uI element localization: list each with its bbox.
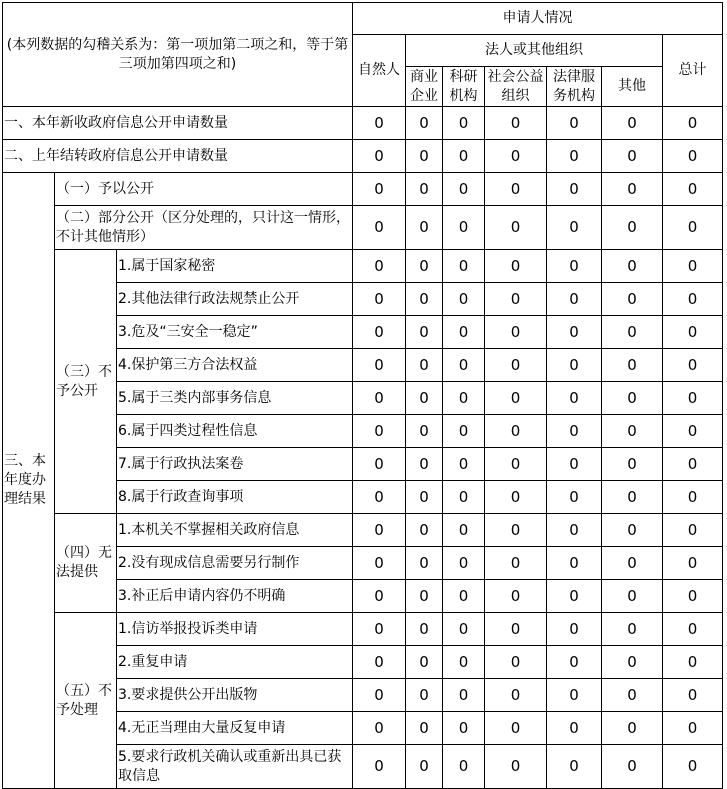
- value-cell: 0: [547, 140, 602, 173]
- value-cell: 0: [602, 206, 663, 250]
- value-cell: 0: [406, 206, 443, 250]
- row-label: 7.属于行政执法案卷: [117, 448, 353, 481]
- value-cell: 0: [443, 107, 485, 140]
- value-cell: 0: [602, 646, 663, 679]
- value-cell: 0: [547, 206, 602, 250]
- row-label: 1.本机关不掌握相关政府信息: [117, 514, 353, 547]
- value-cell: 0: [485, 547, 547, 580]
- value-cell: 0: [602, 173, 663, 206]
- value-cell: 0: [353, 481, 406, 514]
- value-cell: 0: [485, 712, 547, 745]
- row-label: 6.属于四类过程性信息: [117, 415, 353, 448]
- value-cell: 0: [485, 415, 547, 448]
- value-cell: 0: [547, 481, 602, 514]
- value-cell: 0: [547, 547, 602, 580]
- cannot-provide-group-label: （四）无法提供: [55, 514, 117, 613]
- value-cell: 0: [353, 580, 406, 613]
- value-cell: 0: [602, 613, 663, 646]
- value-cell: 0: [547, 712, 602, 745]
- value-cell: 0: [443, 250, 485, 283]
- value-cell: 0: [406, 547, 443, 580]
- value-cell: 0: [353, 415, 406, 448]
- header-legal-service: 法律服务机构: [547, 67, 602, 107]
- value-cell: 0: [353, 613, 406, 646]
- value-cell: 0: [406, 514, 443, 547]
- value-cell: 0: [406, 679, 443, 712]
- value-cell: 0: [406, 316, 443, 349]
- value-cell: 0: [353, 382, 406, 415]
- not-open-group-label: （三）不予公开: [55, 250, 117, 514]
- not-processed-group-label: （五）不予处理: [55, 613, 117, 789]
- value-cell: 0: [602, 283, 663, 316]
- value-cell: 0: [485, 580, 547, 613]
- value-cell: 0: [485, 646, 547, 679]
- value-cell: 0: [353, 107, 406, 140]
- value-cell: 0: [485, 173, 547, 206]
- value-cell: 0: [602, 481, 663, 514]
- row-open: [3, 173, 723, 206]
- value-cell: 0: [353, 514, 406, 547]
- value-cell: 0: [547, 382, 602, 415]
- statistics-table: [2, 2, 723, 789]
- header-other: 其他: [602, 67, 663, 107]
- value-cell: 0: [663, 580, 723, 613]
- value-cell: 0: [547, 250, 602, 283]
- row-label: （二）部分公开（区分处理的，只计这一情形，不计其他情形）: [55, 206, 353, 250]
- value-cell: 0: [663, 481, 723, 514]
- value-cell: 0: [406, 283, 443, 316]
- value-cell: 0: [547, 283, 602, 316]
- row-label: 3.危及“三安全一稳定”: [117, 316, 353, 349]
- row-label: 1.信访举报投诉类申请: [117, 613, 353, 646]
- value-cell: 0: [443, 448, 485, 481]
- value-cell: 0: [406, 349, 443, 382]
- value-cell: 0: [547, 448, 602, 481]
- value-cell: 0: [443, 679, 485, 712]
- value-cell: 0: [406, 250, 443, 283]
- value-cell: 0: [353, 349, 406, 382]
- value-cell: 0: [406, 415, 443, 448]
- row-not-processed-item: [3, 613, 723, 646]
- header-applicant: 申请人情况: [353, 3, 723, 35]
- row-label: 2.重复申请: [117, 646, 353, 679]
- value-cell: 0: [406, 173, 443, 206]
- header-research: 科研机构: [443, 67, 485, 107]
- value-cell: 0: [443, 173, 485, 206]
- value-cell: 0: [443, 613, 485, 646]
- value-cell: 0: [547, 349, 602, 382]
- value-cell: 0: [547, 646, 602, 679]
- value-cell: 0: [663, 646, 723, 679]
- row-label: （一）予以公开: [55, 173, 353, 206]
- value-cell: 0: [547, 580, 602, 613]
- value-cell: 0: [602, 107, 663, 140]
- value-cell: 0: [663, 283, 723, 316]
- header-total: 总计: [663, 35, 723, 107]
- value-cell: 0: [485, 613, 547, 646]
- row-not-open-item: [3, 250, 723, 283]
- value-cell: 0: [663, 745, 723, 789]
- value-cell: 0: [663, 415, 723, 448]
- value-cell: 0: [547, 107, 602, 140]
- row-new-requests: [3, 107, 723, 140]
- value-cell: 0: [547, 613, 602, 646]
- value-cell: 0: [353, 283, 406, 316]
- value-cell: 0: [602, 140, 663, 173]
- value-cell: 0: [602, 250, 663, 283]
- value-cell: 0: [485, 349, 547, 382]
- value-cell: 0: [602, 580, 663, 613]
- value-cell: 0: [406, 712, 443, 745]
- value-cell: 0: [443, 316, 485, 349]
- value-cell: 0: [663, 316, 723, 349]
- row-label: 4.保护第三方合法权益: [117, 349, 353, 382]
- value-cell: 0: [353, 646, 406, 679]
- value-cell: 0: [443, 481, 485, 514]
- header-natural-person: 自然人: [353, 35, 406, 107]
- value-cell: 0: [443, 745, 485, 789]
- value-cell: 0: [406, 382, 443, 415]
- value-cell: 0: [406, 613, 443, 646]
- row-label: 1.属于国家秘密: [117, 250, 353, 283]
- row-label: 2.其他法律行政法规禁止公开: [117, 283, 353, 316]
- value-cell: 0: [663, 107, 723, 140]
- value-cell: 0: [663, 349, 723, 382]
- value-cell: 0: [663, 679, 723, 712]
- value-cell: 0: [406, 745, 443, 789]
- value-cell: 0: [602, 745, 663, 789]
- value-cell: 0: [602, 547, 663, 580]
- value-cell: 0: [406, 140, 443, 173]
- value-cell: 0: [406, 481, 443, 514]
- header-social: 社会公益组织: [485, 67, 547, 107]
- value-cell: 0: [443, 283, 485, 316]
- value-cell: 0: [443, 646, 485, 679]
- row-label: 8.属于行政查询事项: [117, 481, 353, 514]
- value-cell: 0: [602, 514, 663, 547]
- value-cell: 0: [443, 580, 485, 613]
- value-cell: 0: [547, 679, 602, 712]
- value-cell: 0: [353, 206, 406, 250]
- value-cell: 0: [353, 316, 406, 349]
- value-cell: 0: [663, 613, 723, 646]
- value-cell: 0: [485, 206, 547, 250]
- value-cell: 0: [485, 382, 547, 415]
- value-cell: 0: [663, 173, 723, 206]
- value-cell: 0: [485, 283, 547, 316]
- value-cell: 0: [485, 679, 547, 712]
- row-label: 二、上年结转政府信息公开申请数量: [3, 140, 353, 173]
- value-cell: 0: [406, 580, 443, 613]
- value-cell: 0: [443, 514, 485, 547]
- value-cell: 0: [602, 382, 663, 415]
- row-label: 一、本年新收政府信息公开申请数量: [3, 107, 353, 140]
- value-cell: 0: [663, 382, 723, 415]
- header-legal-group: 法人或其他组织: [406, 35, 663, 67]
- value-cell: 0: [663, 712, 723, 745]
- value-cell: 0: [443, 712, 485, 745]
- value-cell: 0: [602, 712, 663, 745]
- value-cell: 0: [485, 448, 547, 481]
- value-cell: 0: [663, 206, 723, 250]
- value-cell: 0: [547, 514, 602, 547]
- row-label: 5.属于三类内部事务信息: [117, 382, 353, 415]
- value-cell: 0: [547, 173, 602, 206]
- value-cell: 0: [406, 646, 443, 679]
- value-cell: 0: [353, 250, 406, 283]
- value-cell: 0: [443, 206, 485, 250]
- value-cell: 0: [443, 415, 485, 448]
- value-cell: 0: [547, 745, 602, 789]
- value-cell: 0: [663, 140, 723, 173]
- value-cell: 0: [602, 415, 663, 448]
- value-cell: 0: [485, 514, 547, 547]
- value-cell: 0: [443, 140, 485, 173]
- row-partial: [3, 206, 723, 250]
- value-cell: 0: [485, 107, 547, 140]
- row-label: 4.无正当理由大量反复申请: [117, 712, 353, 745]
- value-cell: 0: [353, 745, 406, 789]
- value-cell: 0: [485, 250, 547, 283]
- value-cell: 0: [353, 547, 406, 580]
- value-cell: 0: [485, 140, 547, 173]
- value-cell: 0: [663, 448, 723, 481]
- header-commercial: 商业企业: [406, 67, 443, 107]
- value-cell: 0: [663, 514, 723, 547]
- value-cell: 0: [406, 107, 443, 140]
- value-cell: 0: [547, 415, 602, 448]
- value-cell: 0: [353, 679, 406, 712]
- value-cell: 0: [485, 316, 547, 349]
- row-cannot-provide-item: [3, 514, 723, 547]
- value-cell: 0: [602, 448, 663, 481]
- value-cell: 0: [485, 481, 547, 514]
- row-label: 3.要求提供公开出版物: [117, 679, 353, 712]
- value-cell: 0: [443, 349, 485, 382]
- value-cell: 0: [485, 745, 547, 789]
- value-cell: 0: [663, 547, 723, 580]
- value-cell: 0: [353, 712, 406, 745]
- value-cell: 0: [663, 250, 723, 283]
- header-note: (本列数据的勾稽关系为：第一项加第二项之和，等于第三项加第四项之和): [3, 3, 353, 107]
- value-cell: 0: [406, 448, 443, 481]
- row-label: 5.要求行政机关确认或重新出具已获取信息: [117, 745, 353, 789]
- value-cell: 0: [443, 547, 485, 580]
- row-label: 2.没有现成信息需要另行制作: [117, 547, 353, 580]
- result-group-label: 三、本年度办理结果: [3, 173, 55, 789]
- row-label: 3.补正后申请内容仍不明确: [117, 580, 353, 613]
- value-cell: 0: [353, 448, 406, 481]
- value-cell: 0: [602, 316, 663, 349]
- row-carry-over: [3, 140, 723, 173]
- value-cell: 0: [602, 349, 663, 382]
- value-cell: 0: [547, 316, 602, 349]
- value-cell: 0: [602, 679, 663, 712]
- value-cell: 0: [443, 382, 485, 415]
- value-cell: 0: [353, 140, 406, 173]
- value-cell: 0: [353, 173, 406, 206]
